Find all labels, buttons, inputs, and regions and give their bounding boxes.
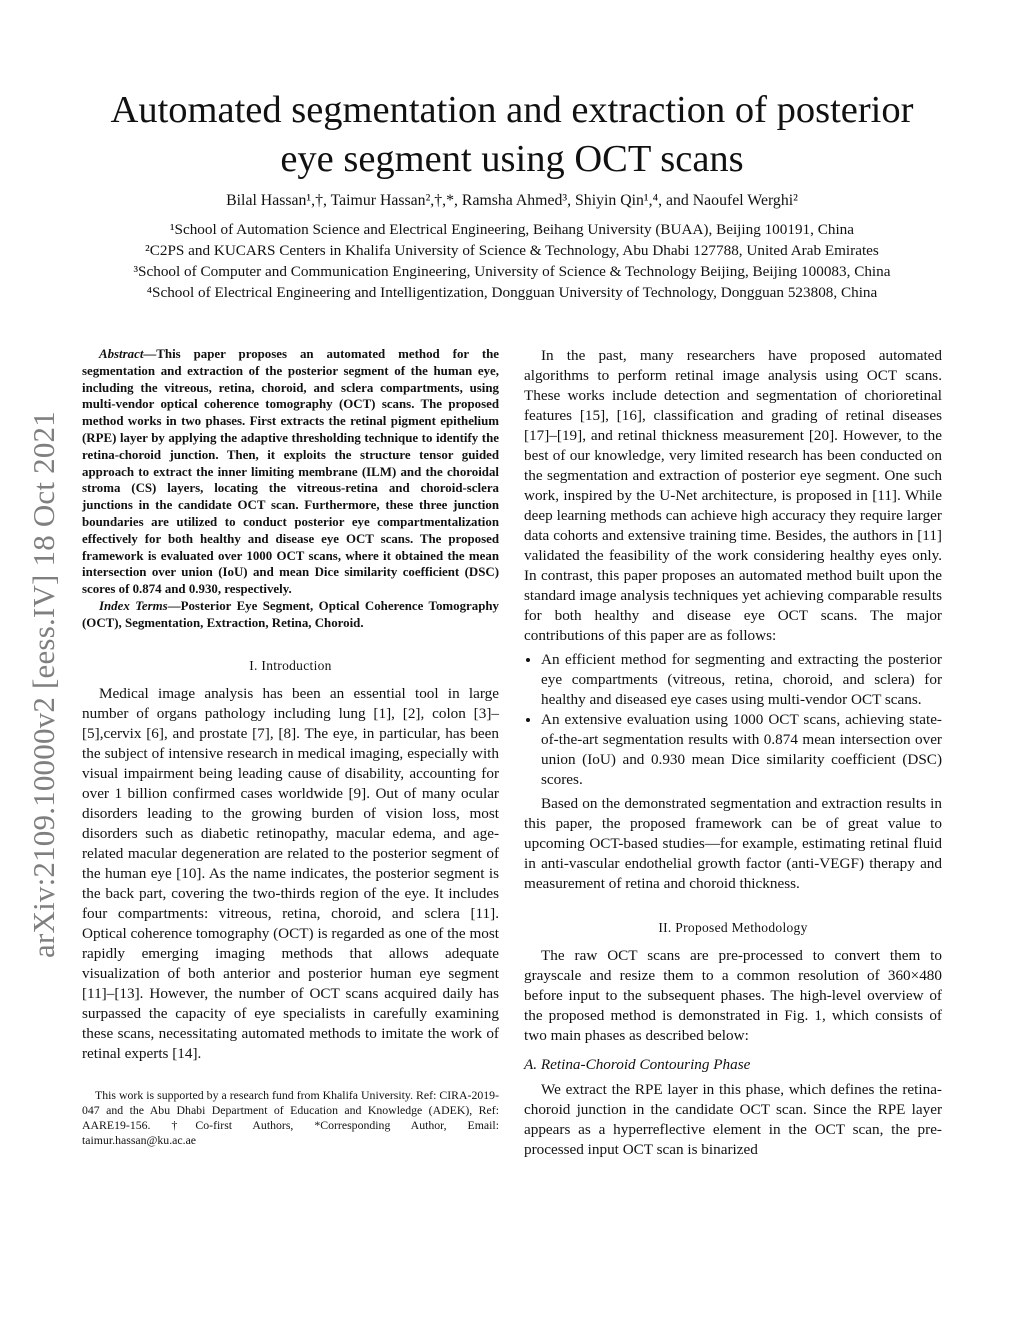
section-heading-methodology: II. Proposed Methodology xyxy=(658,920,808,935)
related-work-paragraph: In the past, many researchers have proposed automated algorithms to perform retinal image analysis using OCT scans. These works include detection and segmentation of chorioretinal features [15], [16], classification and grading of retinal diseases [17]–[19], and retinal thickness measurement [20]. However, to the best of our knowledge, very limited research has been conducted on the segmentation and extraction of posterior eye segment. One such work, inspired by the U-Net architecture, is proposed in [11]. While deep learning methods can achieve high accuracy they require larger data cohorts and extensive training time. Besides, the authors in [11] validated the feasibility of the work considering healthy eyes only. In contrast, this paper proposes an automated method built upon the standard image analysis techniques yet achieving comparable results for both healthy and disease eye OCT scans. The major contributions of this paper are as follows: xyxy=(524,347,942,644)
paper-title xyxy=(0,86,1024,184)
abstract-text: —This paper proposes an automated method for the segmentation and extraction of the posterior segment of the human eye, including the vitreous, retina, choroid, and sclera compartments, using multi-vendor optical coherence tomography (OCT) scans. The proposed method works in two phases. First extracts the retinal pigment epithelium (RPE) layer by applying the adaptive thresholding technique to identify the retina-choroid junction. Then, it exploits the structure tensor guided approach to extract the inner limiting membrane (ILM) and the choroidal stroma (CS) layers, locating the vitreous-retina and choroid-sclera junctions in the candidate OCT scan. Furthermore, these three junction boundaries are utilized to conduct posterior eye compartmentalization effectively for both healthy and disease eye OCT scans. The proposed framework is evaluated over 1000 OCT scans, where it obtained the mean intersection over union (IoU) and mean Dice similarity coefficient (DSC) scores of 0.874 and 0.930, respectively. xyxy=(82,347,499,597)
affiliations xyxy=(0,219,1024,303)
retina-choroid-paragraph: We extract the RPE layer in this phase, which defines the retina-choroid junction in the candidate OCT scan. Since the RPE layer appears as a hyperreflective element in the OCT scan, the pre-processed input OCT scan is binarized xyxy=(524,1081,942,1158)
left-column xyxy=(82,346,499,1148)
right-column xyxy=(524,346,942,1160)
introduction-paragraph: Medical image analysis has been an essential tool in large number of organs pathology including lung [1], [2], colon [3]–[5],cervix [6], and prostate [7], [8]. The eye, in particular, has been the subject of intensive research in medical imaging, especially with visual impairment being leading cause of disability, accounting for over 1 billion confirmed cases worldwide [9]. Out of many ocular disorders leading to the growing burden of vision loss, most disorders such as diabetic retinopathy, macular edema, and age-related macular degeneration are related to the posterior segment of the human eye [10]. As the name indicates, the posterior segment is the back part, covering the two-thirds region of the eye. It includes four compartments: vitreous, retina, choroid, and sclera [11]. Optical coherence tomography (OCT) is regarded as one of the most rapidly emerging imaging methods that allows adequate visualization of both anterior and posterior human eye segment [11]–[13]. However, the number of OCT scans acquired daily has surpassed the capacity of eye specialists in carefully examining these scans, necessitating automated methods to imitate the work of retinal experts [14]. xyxy=(82,684,499,1062)
affiliation-4: ⁴School of Electrical Engineering and Intelligentization, Dongguan University of Technology, Dongguan 523808, China xyxy=(146,284,878,301)
author-list: Bilal Hassan¹,†, Taimur Hassan²,†,*, Ramsha Ahmed³, Shiyin Qin¹,⁴, and Naoufel Werghi² xyxy=(226,192,798,209)
contributions-list xyxy=(524,650,942,790)
footnote-text: This work is supported by a research fund from Khalifa University. Ref: CIRA-2019-047 and the Abu Dhabi Department of Education and Knowledge (ADEK), Ref: AARE19-156. †Co-first Authors, *Corresponding Author, Email: taimur.hassan@ku.ac.ae xyxy=(82,1087,499,1148)
abstract-label: Abstract xyxy=(99,347,144,361)
section-heading-introduction: I. Introduction xyxy=(249,657,332,673)
index-terms-text: —Posterior Eye Segment, Optical Coherence Tomography (OCT), Segmentation, Extraction, Retina, Choroid. xyxy=(82,598,499,630)
contribution-item: • An extensive evaluation using 1000 OCT scans, achieving state-of-the-art segmentation results with 0.874 mean intersection over union (IoU) and 0.930 mean Dice similarity coefficient (DSC) scores. xyxy=(541,710,942,790)
value-paragraph: Based on the demonstrated segmentation and extraction results in this paper, the proposed framework can be of great value to upcoming OCT-based studies—for example, estimating retinal fluid in anti-vascular endothelial growth factor (anti-VEGF) therapy and measurement of retina and choroid thickness. xyxy=(524,795,942,892)
affiliation-3: ³School of Computer and Communication Engineering, University of Science & Technology Beijing, Beijing 100083, China xyxy=(133,263,891,280)
contribution-item: • An efficient method for segmenting and extracting the posterior eye compartments (vitreous, retina, choroid, and sclera) for healthy and diseased eye cases using multi-vendor OCT scans. xyxy=(541,650,942,710)
index-terms-label: Index Terms xyxy=(99,598,168,613)
subsection-heading-a: A. Retina-Choroid Contouring Phase xyxy=(524,1056,751,1073)
abstract xyxy=(82,346,499,632)
affiliation-1: ¹School of Automation Science and Electrical Engineering, Beihang University (BUAA), Beijing 100191, China xyxy=(169,221,855,238)
footnote xyxy=(82,1088,499,1149)
title-line-2: eye segment using OCT scans xyxy=(280,138,744,180)
affiliation-2: ²C2PS and KUCARS Centers in Khalifa University of Science & Technology, Abu Dhabi 127788, United Arab Emirates xyxy=(145,242,879,259)
title-line-1: Automated segmentation and extraction of posterior xyxy=(110,89,914,131)
methodology-paragraph: The raw OCT scans are pre-processed to convert them to grayscale and resize them to a common resolution of 360×480 before input to the subsequent phases. The high-level overview of the proposed method is demonstrated in Fig. 1, which consists of two main phases as described below: xyxy=(524,947,942,1044)
arxiv-identifier: arXiv:2109.10000v2 [eess.IV] 18 Oct 2021 xyxy=(26,411,61,958)
